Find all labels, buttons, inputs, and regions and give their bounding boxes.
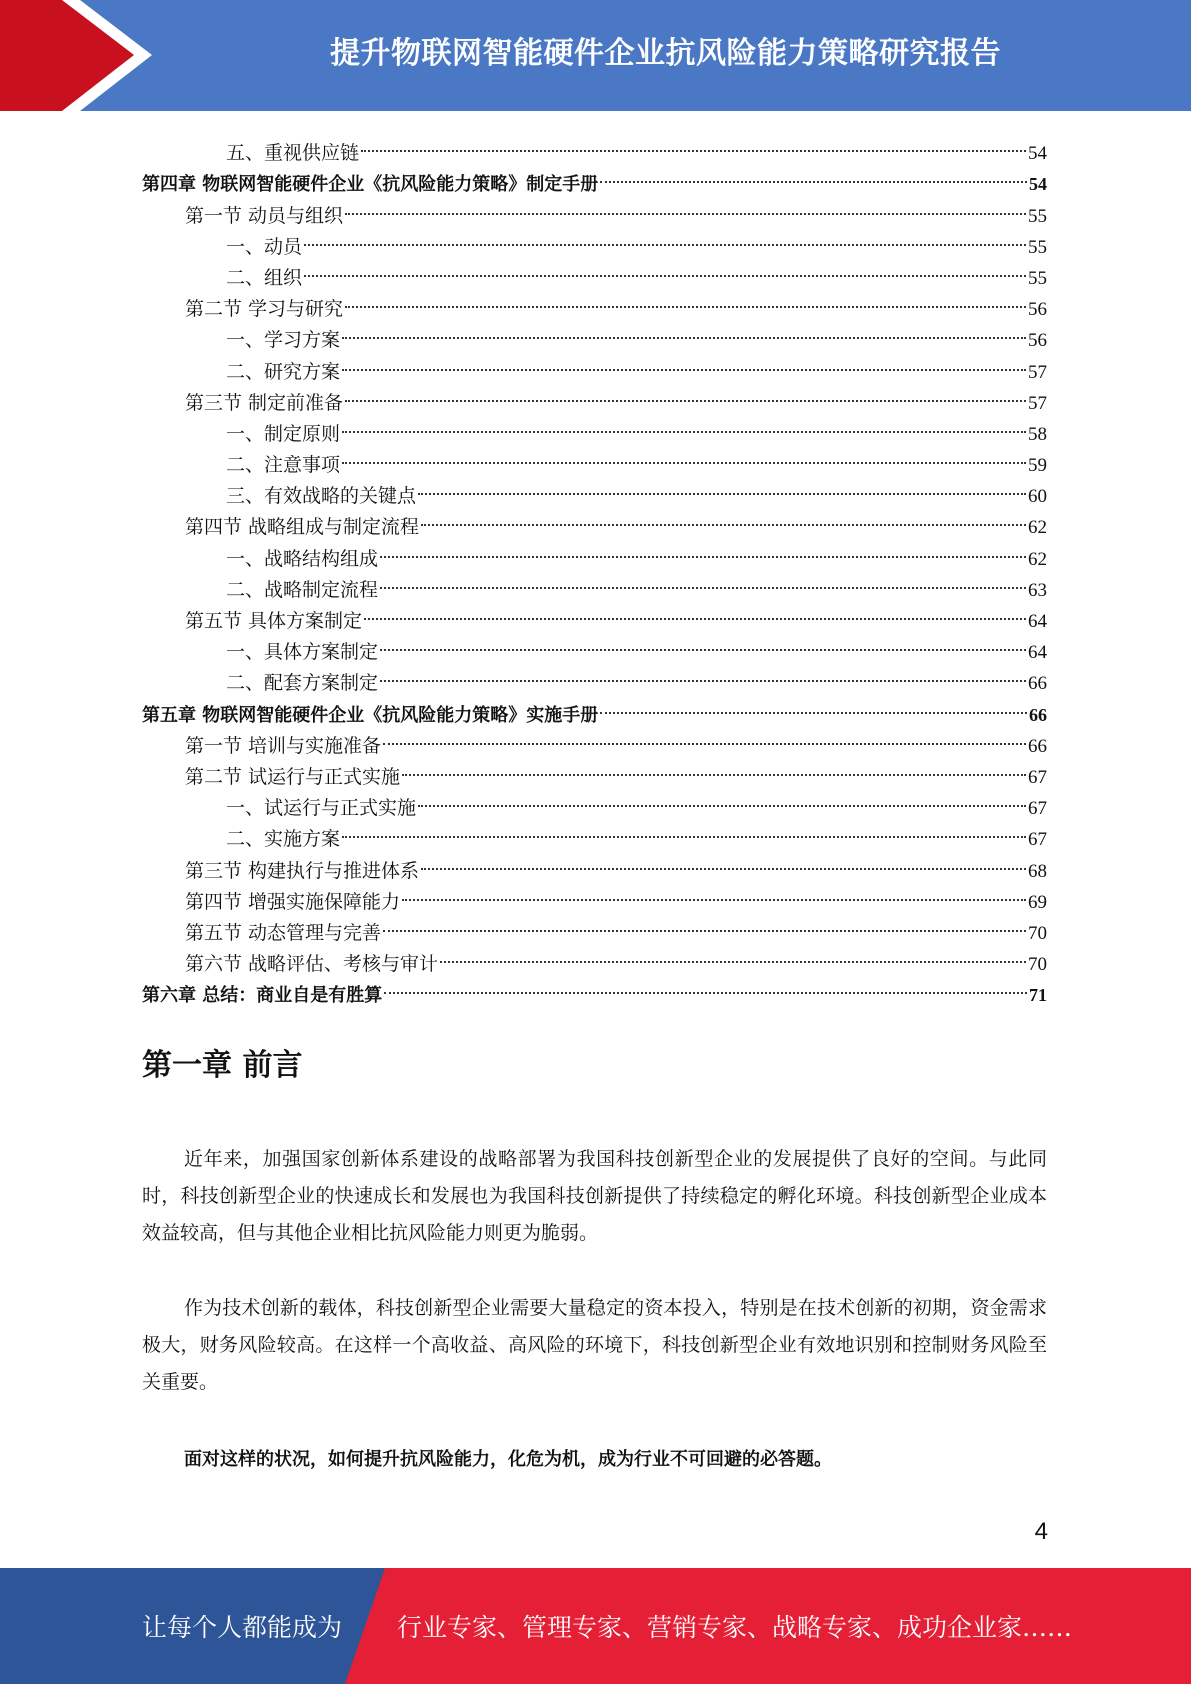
- toc-entry-label: 三、有效战略的关键点: [226, 485, 417, 508]
- toc-dot-leader: [418, 783, 1026, 814]
- toc-entry-page: 67: [1028, 766, 1047, 788]
- toc-entry-label: 第四节 增强实施保障能力: [185, 890, 401, 913]
- toc-entry-label: 一、制定原则: [226, 422, 341, 445]
- toc-entry-label: 五、重视供应链: [226, 142, 360, 165]
- toc-dot-leader: [402, 752, 1026, 783]
- toc-dot-leader: [600, 159, 1027, 190]
- toc-entry-page: 63: [1028, 579, 1047, 601]
- table-of-contents: [142, 128, 1047, 1007]
- toc-dot-leader: [384, 970, 1027, 1001]
- toc-entry-page: 70: [1028, 954, 1047, 976]
- toc-entry-label: 二、战略制定流程: [226, 578, 379, 601]
- toc-entry-page: 64: [1028, 611, 1047, 632]
- toc-entry-page: 64: [1028, 642, 1047, 664]
- toc-dot-leader: [383, 721, 1026, 752]
- toc-entry-label: 一、学习方案: [226, 329, 341, 352]
- toc-entry-page: 62: [1028, 517, 1047, 539]
- toc-entry-page: 57: [1028, 361, 1047, 383]
- toc-dot-leader: [364, 596, 1026, 627]
- toc-dot-leader: [345, 378, 1026, 409]
- toc-entry-page: 62: [1028, 548, 1047, 570]
- toc-entry-page: 70: [1028, 922, 1047, 944]
- toc-dot-leader: [345, 190, 1026, 221]
- toc-entry-page: 68: [1028, 860, 1047, 882]
- toc-entry-label: 二、注意事项: [226, 454, 341, 477]
- footer-slogan-left: 让每个人都能成为: [142, 1613, 343, 1642]
- toc-dot-leader: [345, 284, 1026, 315]
- toc-entry-page: 55: [1028, 267, 1047, 289]
- toc-entry-label: 一、战略结构组成: [226, 547, 379, 570]
- report-title: 提升物联网智能硬件企业抗风险能力策略研究报告: [330, 36, 1001, 71]
- toc-dot-leader: [380, 533, 1026, 564]
- toc-dot-leader: [421, 845, 1026, 876]
- toc-dot-leader: [342, 814, 1026, 845]
- toc-dot-leader: [380, 627, 1026, 658]
- toc-dot-leader: [383, 908, 1026, 939]
- toc-entry-page: 66: [1028, 673, 1047, 695]
- toc-entry-label: 第三节 制定前准备: [185, 391, 344, 414]
- toc-entry-label: 第一节 培训与实施准备: [185, 734, 382, 757]
- toc-dot-leader: [380, 565, 1026, 596]
- toc-dot-leader: [380, 658, 1026, 689]
- toc-dot-leader: [342, 346, 1026, 377]
- toc-entry-page: 71: [1029, 985, 1047, 1006]
- page-number: 4: [1034, 1518, 1048, 1545]
- toc-entry-page: 57: [1028, 392, 1047, 414]
- toc-entry-label: 第六章 总结：商业自是有胜算: [142, 985, 383, 1007]
- toc-entry-page: 60: [1028, 486, 1047, 508]
- toc-entry-label: 二、组织: [226, 266, 303, 289]
- toc-entry-label: 一、动员: [226, 235, 303, 258]
- toc-entry-label: 一、具体方案制定: [226, 641, 379, 664]
- toc-entry-label: 第四章 物联网智能硬件企业《抗风险能力策略》制定手册: [142, 174, 599, 196]
- toc-entry-page: 55: [1028, 236, 1047, 258]
- toc-dot-leader: [304, 253, 1026, 284]
- toc-entry-label: 第三节 构建执行与推进体系: [185, 859, 420, 882]
- toc-entry-item[interactable]: [142, 128, 1047, 165]
- intro-paragraph-1: 近年来，加强国家创新体系建设的战略部署为我国科技创新型企业的发展提供了良好的空间。与此同时，科技创新型企业的快速成长和发展也为我国科技创新提供了持续稳定的孵化环境。科技创新型企业成本效益较高，但与其他企业相比抗风险能力则更为脆弱。: [142, 1148, 1047, 1244]
- toc-dot-leader: [421, 502, 1026, 533]
- toc-entry-page: 58: [1028, 423, 1047, 445]
- toc-entry-label: 二、实施方案: [226, 828, 341, 851]
- page-header: [0, 0, 1191, 111]
- toc-entry-label: 二、配套方案制定: [226, 672, 379, 695]
- toc-entry-label: 第二节 试运行与正式实施: [185, 765, 401, 788]
- intro-paragraph-2: 作为技术创新的载体，科技创新型企业需要大量稳定的资本投入，特别是在技术创新的初期，资金需求极大，财务风险较高。在这样一个高收益、高风险的环境下，科技创新型企业有效地识别和控制财务风险至关重要。: [142, 1297, 1047, 1393]
- toc-entry-page: 56: [1028, 299, 1047, 321]
- toc-entry-label: 第五章 物联网智能硬件企业《抗风险能力策略》实施手册: [142, 704, 599, 726]
- toc-dot-leader: [304, 222, 1026, 253]
- toc-dot-leader: [361, 128, 1026, 159]
- toc-entry-page: 59: [1028, 455, 1047, 477]
- toc-entry-page: 56: [1028, 330, 1047, 352]
- toc-dot-leader: [440, 939, 1026, 970]
- toc-entry-label: 第五节 具体方案制定: [185, 610, 363, 632]
- toc-entry-page: 66: [1029, 704, 1047, 725]
- toc-dot-leader: [342, 315, 1026, 346]
- toc-entry-label: 第五节 动态管理与完善: [185, 921, 382, 944]
- toc-entry-page: 67: [1028, 829, 1047, 851]
- toc-dot-leader: [342, 440, 1026, 471]
- toc-dot-leader: [342, 409, 1026, 440]
- toc-entry-page: 55: [1028, 205, 1047, 227]
- toc-entry-page: 54: [1028, 143, 1047, 165]
- toc-entry-label: 二、研究方案: [226, 360, 341, 383]
- intro-paragraph-3: 面对这样的状况，如何提升抗风险能力，化危为机，成为行业不可回避的必答题。: [184, 1449, 832, 1470]
- toc-entry-page: 66: [1028, 735, 1047, 757]
- toc-dot-leader: [418, 471, 1026, 502]
- toc-entry-label: 第六节 战略评估、考核与审计: [185, 953, 439, 976]
- toc-entry-label: 第四节 战略组成与制定流程: [185, 516, 420, 539]
- footer-slogan-right: 行业专家、管理专家、营销专家、战略专家、成功企业家……: [397, 1613, 1073, 1642]
- toc-entry-page: 67: [1028, 798, 1047, 820]
- toc-entry-page: 69: [1028, 891, 1047, 913]
- toc-entry-label: 一、试运行与正式实施: [226, 797, 417, 820]
- toc-dot-leader: [402, 877, 1026, 908]
- toc-dot-leader: [600, 689, 1027, 720]
- toc-entry-label: 第二节 学习与研究: [185, 298, 344, 321]
- toc-entry-page: 54: [1029, 174, 1047, 195]
- chapter-title: 第一章 前言: [142, 1048, 303, 1083]
- toc-entry-label: 第一节 动员与组织: [185, 204, 344, 227]
- page-footer: [0, 1568, 1191, 1684]
